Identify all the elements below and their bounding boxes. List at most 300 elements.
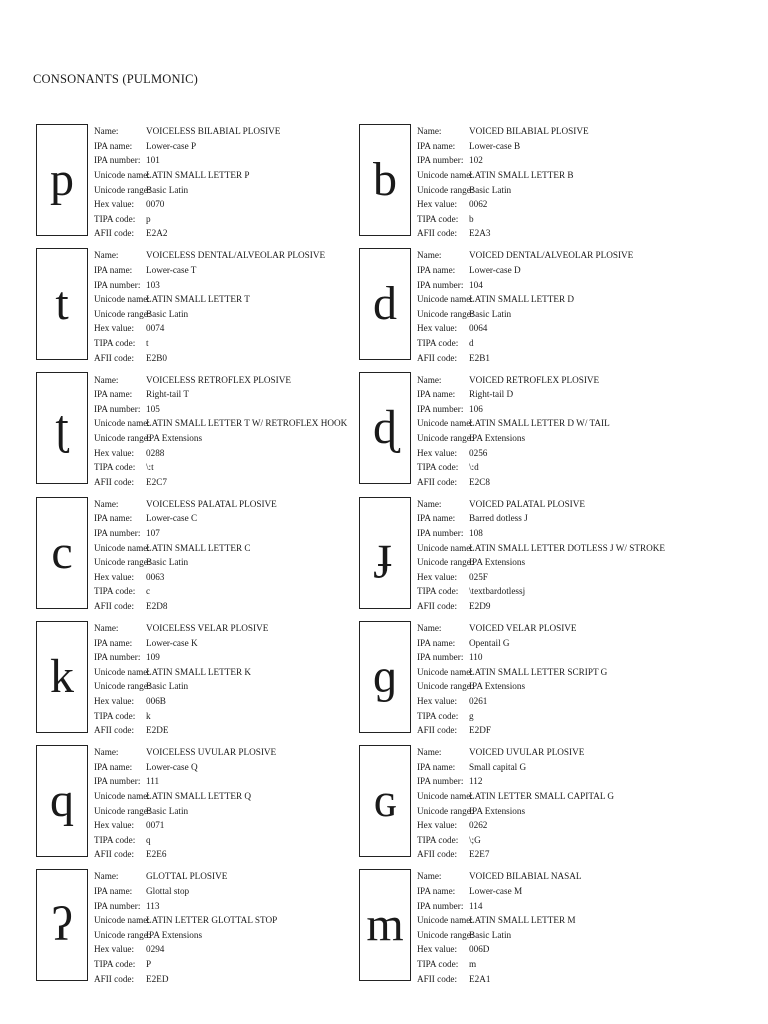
field-row-unicode-name (94, 416, 374, 431)
field-label: Hex value: (94, 944, 135, 955)
field-label: Hex value: (94, 447, 135, 458)
ipa-symbol-glyph: ʔ (36, 869, 88, 981)
field-value: p (146, 213, 151, 224)
symbol-entry (359, 497, 699, 613)
field-value: LATIN SMALL LETTER B (469, 170, 574, 181)
field-label: Unicode range: (94, 184, 151, 195)
field-row-ipa-name (94, 760, 374, 775)
symbol-entry (359, 124, 699, 240)
field-value: Lower-case C (146, 513, 198, 524)
field-row-hex-value (94, 321, 374, 336)
field-row-unicode-name (417, 789, 697, 804)
field-label: Name: (417, 623, 442, 634)
field-label: IPA number: (417, 279, 464, 290)
field-row-tipa-code (417, 957, 697, 972)
field-value: Barred dotless J (469, 513, 528, 524)
field-label: Unicode range: (417, 929, 474, 940)
field-label: Unicode name: (94, 915, 150, 926)
field-value: Lower-case D (469, 265, 521, 276)
field-label: Hex value: (94, 199, 135, 210)
field-row-unicode-range (94, 431, 374, 446)
field-label: Unicode range: (94, 681, 151, 692)
field-value: 108 (469, 528, 483, 539)
field-row-unicode-name (417, 540, 697, 555)
field-value: IPA Extensions (469, 681, 526, 692)
field-value: 107 (146, 528, 160, 539)
field-value: 0071 (146, 820, 165, 831)
field-label: TIPA code: (417, 959, 459, 970)
field-label: AFII code: (417, 725, 458, 736)
symbol-entry (359, 248, 699, 364)
field-value: VOICED UVULAR PLOSIVE (469, 747, 585, 758)
field-value: E2DF (469, 725, 491, 736)
field-label: AFII code: (417, 973, 458, 984)
field-value: Right-tail D (469, 389, 514, 400)
field-value: E2B0 (146, 352, 167, 363)
symbol-entry (36, 745, 376, 861)
field-row-unicode-range (94, 555, 374, 570)
field-row-ipa-number (417, 774, 697, 789)
field-row-name (94, 621, 374, 636)
field-row-name (417, 621, 697, 636)
field-label: AFII code: (94, 476, 135, 487)
field-label: AFII code: (417, 601, 458, 612)
field-row-hex-value (417, 197, 697, 212)
symbol-fields (94, 745, 374, 862)
field-row-unicode-range (417, 182, 697, 197)
field-row-afii-code (417, 599, 697, 614)
field-label: Name: (94, 250, 119, 261)
field-label: Unicode name: (94, 666, 150, 677)
field-value: IPA Extensions (146, 929, 203, 940)
field-value: c (146, 586, 151, 597)
field-row-tipa-code (94, 212, 374, 227)
field-row-ipa-name (94, 387, 374, 402)
field-row-tipa-code (94, 460, 374, 475)
field-label: Hex value: (417, 820, 458, 831)
field-row-unicode-name (417, 292, 697, 307)
symbol-entry (359, 372, 699, 488)
field-value: 113 (146, 900, 160, 911)
field-row-name (417, 372, 697, 387)
field-value: E2A3 (469, 228, 491, 239)
ipa-symbol-glyph: ɖ (359, 372, 411, 484)
field-row-ipa-number (417, 402, 697, 417)
field-value: 104 (469, 279, 483, 290)
field-value: Basic Latin (469, 184, 512, 195)
field-value: E2A1 (469, 973, 491, 984)
field-label: Unicode name: (417, 294, 473, 305)
field-value: Basic Latin (469, 929, 512, 940)
field-row-hex-value (94, 197, 374, 212)
field-label: TIPA code: (94, 338, 136, 349)
field-row-hex-value (417, 818, 697, 833)
field-row-ipa-number (417, 153, 697, 168)
field-label: IPA name: (94, 637, 133, 648)
field-row-unicode-name (417, 168, 697, 183)
field-label: TIPA code: (417, 213, 459, 224)
ipa-symbol-glyph: k (36, 621, 88, 733)
field-value: d (469, 338, 474, 349)
field-label: Unicode range: (417, 557, 474, 568)
symbol-entry (36, 621, 376, 737)
field-label: Unicode name: (417, 542, 473, 553)
field-row-unicode-range (417, 679, 697, 694)
field-label: Unicode name: (94, 170, 150, 181)
field-label: Name: (417, 250, 442, 261)
field-label: TIPA code: (417, 338, 459, 349)
field-row-hex-value (94, 942, 374, 957)
field-label: Hex value: (94, 696, 135, 707)
field-value: E2E7 (469, 849, 490, 860)
field-value: VOICELESS PALATAL PLOSIVE (146, 498, 277, 509)
field-value: E2A2 (146, 228, 168, 239)
field-label: Unicode name: (94, 791, 150, 802)
field-row-ipa-name (94, 511, 374, 526)
field-row-ipa-name (417, 635, 697, 650)
symbol-entry (36, 869, 376, 985)
field-label: Name: (417, 374, 442, 385)
field-label: AFII code: (94, 973, 135, 984)
field-label: IPA name: (94, 140, 133, 151)
field-value: LATIN SMALL LETTER K (146, 666, 252, 677)
field-label: IPA number: (417, 652, 464, 663)
field-value: LATIN SMALL LETTER P (146, 170, 250, 181)
field-label: Name: (417, 126, 442, 137)
ipa-symbol-glyph: b (359, 124, 411, 236)
field-row-ipa-name (417, 511, 697, 526)
field-value: 0256 (469, 447, 488, 458)
field-value: 0288 (146, 447, 165, 458)
field-label: IPA name: (417, 389, 456, 400)
field-row-tipa-code (94, 584, 374, 599)
symbol-fields (94, 497, 374, 614)
field-row-hex-value (417, 694, 697, 709)
field-row-tipa-code (94, 336, 374, 351)
field-row-name (94, 124, 374, 139)
field-value: LATIN SMALL LETTER M (469, 915, 576, 926)
field-label: Name: (94, 498, 119, 509)
field-row-unicode-name (94, 540, 374, 555)
field-row-name (94, 372, 374, 387)
field-label: Unicode range: (94, 929, 151, 940)
field-label: Unicode range: (94, 308, 151, 319)
field-row-ipa-name (417, 760, 697, 775)
field-value: Lower-case T (146, 265, 197, 276)
field-label: Name: (94, 374, 119, 385)
field-label: AFII code: (417, 352, 458, 363)
field-label: Unicode name: (417, 170, 473, 181)
field-value: 106 (469, 403, 483, 414)
field-label: IPA name: (417, 886, 456, 897)
field-label: Unicode name: (417, 418, 473, 429)
field-value: E2E6 (146, 849, 167, 860)
field-row-hex-value (417, 321, 697, 336)
field-row-name (417, 869, 697, 884)
field-label: Hex value: (94, 571, 135, 582)
symbol-fields (417, 869, 697, 986)
field-row-unicode-name (94, 168, 374, 183)
field-row-ipa-name (417, 884, 697, 899)
field-value: VOICELESS UVULAR PLOSIVE (146, 747, 277, 758)
field-row-afii-code (94, 599, 374, 614)
field-label: TIPA code: (94, 213, 136, 224)
field-row-name (417, 248, 697, 263)
field-row-tipa-code (94, 833, 374, 848)
field-value: LATIN LETTER GLOTTAL STOP (146, 915, 278, 926)
field-label: AFII code: (94, 849, 135, 860)
field-value: LATIN SMALL LETTER SCRIPT G (469, 666, 608, 677)
field-label: Name: (417, 747, 442, 758)
symbol-entry (359, 745, 699, 861)
field-value: Basic Latin (146, 681, 189, 692)
field-row-ipa-number (94, 153, 374, 168)
field-row-name (94, 248, 374, 263)
field-label: IPA name: (417, 140, 456, 151)
field-value: P (146, 959, 152, 970)
field-value: 102 (469, 155, 483, 166)
field-row-unicode-name (94, 665, 374, 680)
field-label: Unicode range: (94, 805, 151, 816)
symbol-fields (94, 621, 374, 738)
field-label: Name: (417, 498, 442, 509)
field-row-unicode-range (94, 928, 374, 943)
field-value: E2DE (146, 725, 169, 736)
field-row-tipa-code (417, 212, 697, 227)
field-label: TIPA code: (417, 462, 459, 473)
field-label: IPA number: (94, 776, 141, 787)
field-row-ipa-number (94, 774, 374, 789)
field-row-hex-value (417, 942, 697, 957)
field-value: VOICED VELAR PLOSIVE (469, 623, 577, 634)
field-row-ipa-number (94, 277, 374, 292)
field-row-hex-value (94, 570, 374, 585)
field-label: IPA number: (94, 528, 141, 539)
field-row-name (94, 869, 374, 884)
field-value: IPA Extensions (469, 805, 526, 816)
field-value: 110 (469, 652, 483, 663)
field-label: IPA name: (94, 265, 133, 276)
symbol-entry (36, 497, 376, 613)
field-value: 0063 (146, 571, 165, 582)
field-value: 109 (146, 652, 160, 663)
field-value: 006B (146, 696, 166, 707)
field-value: Lower-case P (146, 140, 197, 151)
field-value: E2D8 (146, 601, 168, 612)
field-value: Lower-case K (146, 637, 198, 648)
field-value: 114 (469, 900, 483, 911)
field-row-afii-code (94, 723, 374, 738)
field-value: 025F (469, 571, 488, 582)
ipa-symbol-glyph: ʈ (36, 372, 88, 484)
field-value: 112 (469, 776, 483, 787)
ipa-symbol-glyph: d (359, 248, 411, 360)
field-value: 0261 (469, 696, 488, 707)
field-label: IPA number: (417, 403, 464, 414)
symbol-fields (417, 497, 697, 614)
field-value: q (146, 834, 151, 845)
field-label: Hex value: (417, 323, 458, 334)
field-value: VOICELESS DENTAL/ALVEOLAR PLOSIVE (146, 250, 326, 261)
field-row-name (417, 497, 697, 512)
field-label: AFII code: (94, 725, 135, 736)
field-row-unicode-name (417, 416, 697, 431)
field-value: VOICELESS VELAR PLOSIVE (146, 623, 269, 634)
field-label: IPA name: (94, 389, 133, 400)
field-label: TIPA code: (94, 959, 136, 970)
symbol-fields (94, 372, 374, 489)
field-row-tipa-code (417, 833, 697, 848)
field-value: E2ED (146, 973, 169, 984)
field-label: Unicode name: (94, 542, 150, 553)
field-row-name (94, 745, 374, 760)
field-label: TIPA code: (94, 586, 136, 597)
field-label: AFII code: (417, 228, 458, 239)
field-row-afii-code (417, 350, 697, 365)
field-value: \textbardotlessj (469, 586, 526, 597)
field-row-afii-code (94, 475, 374, 490)
field-row-ipa-name (94, 635, 374, 650)
field-label: Hex value: (94, 820, 135, 831)
field-label: Hex value: (417, 696, 458, 707)
symbol-fields (417, 248, 697, 365)
field-value: Lower-case B (469, 140, 521, 151)
field-label: IPA name: (94, 886, 133, 897)
field-label: AFII code: (417, 476, 458, 487)
field-value: Opentail G (469, 637, 510, 648)
field-row-name (94, 497, 374, 512)
field-label: TIPA code: (417, 586, 459, 597)
field-value: Basic Latin (146, 184, 189, 195)
field-label: Unicode range: (417, 433, 474, 444)
field-row-ipa-number (417, 898, 697, 913)
field-label: Name: (94, 126, 119, 137)
field-label: IPA number: (94, 652, 141, 663)
field-value: k (146, 710, 151, 721)
field-row-name (417, 745, 697, 760)
symbol-fields (417, 621, 697, 738)
field-row-unicode-name (417, 913, 697, 928)
field-label: Hex value: (94, 323, 135, 334)
field-value: Basic Latin (146, 805, 189, 816)
field-value: 105 (146, 403, 160, 414)
field-value: Basic Latin (469, 308, 512, 319)
field-label: IPA name: (94, 513, 133, 524)
field-row-hex-value (94, 445, 374, 460)
field-label: Unicode range: (417, 805, 474, 816)
field-row-ipa-name (94, 263, 374, 278)
ipa-symbol-glyph: ɡ (359, 621, 411, 733)
field-value: 101 (146, 155, 160, 166)
field-value: g (469, 710, 474, 721)
field-label: Hex value: (417, 447, 458, 458)
field-row-hex-value (94, 818, 374, 833)
field-label: TIPA code: (94, 834, 136, 845)
field-row-afii-code (417, 971, 697, 986)
field-label: IPA number: (417, 776, 464, 787)
field-value: Glottal stop (146, 886, 190, 897)
field-row-unicode-range (94, 679, 374, 694)
field-row-ipa-number (417, 526, 697, 541)
field-value: LATIN SMALL LETTER D (469, 294, 575, 305)
page-title: CONSONANTS (PULMONIC) (33, 72, 198, 86)
field-row-tipa-code (417, 708, 697, 723)
field-label: TIPA code: (94, 462, 136, 473)
field-row-unicode-range (94, 307, 374, 322)
field-value: IPA Extensions (146, 433, 203, 444)
symbol-entry (359, 869, 699, 985)
field-row-unicode-name (94, 789, 374, 804)
field-label: AFII code: (94, 352, 135, 363)
field-value: LATIN SMALL LETTER T (146, 294, 250, 305)
field-label: IPA number: (94, 403, 141, 414)
field-label: Unicode name: (417, 666, 473, 677)
field-label: Hex value: (417, 944, 458, 955)
field-label: Hex value: (417, 199, 458, 210)
field-row-tipa-code (94, 708, 374, 723)
field-label: TIPA code: (94, 710, 136, 721)
field-value: 006D (469, 944, 490, 955)
field-label: Name: (94, 747, 119, 758)
field-label: Unicode name: (417, 915, 473, 926)
field-value: \:t (146, 462, 154, 473)
field-row-afii-code (417, 226, 697, 241)
field-label: IPA name: (417, 637, 456, 648)
field-row-ipa-number (94, 526, 374, 541)
field-value: 0294 (146, 944, 165, 955)
field-label: IPA name: (94, 761, 133, 772)
field-row-ipa-number (94, 650, 374, 665)
symbol-entry (36, 124, 376, 240)
ipa-symbol-glyph: p (36, 124, 88, 236)
field-value: VOICED PALATAL PLOSIVE (469, 498, 585, 509)
ipa-symbol-glyph: q (36, 745, 88, 857)
field-label: Unicode name: (94, 294, 150, 305)
field-row-unicode-range (417, 928, 697, 943)
field-label: IPA number: (94, 155, 141, 166)
field-label: IPA number: (94, 900, 141, 911)
field-label: Name: (417, 871, 442, 882)
field-row-unicode-range (417, 555, 697, 570)
field-label: TIPA code: (417, 710, 459, 721)
field-label: Unicode name: (94, 418, 150, 429)
field-row-afii-code (417, 847, 697, 862)
symbol-entry (359, 621, 699, 737)
field-value: b (469, 213, 474, 224)
field-row-afii-code (417, 723, 697, 738)
symbol-entry (36, 372, 376, 488)
field-value: 0070 (146, 199, 165, 210)
symbol-fields (417, 124, 697, 241)
field-value: LATIN LETTER SMALL CAPITAL G (469, 791, 615, 802)
field-value: LATIN SMALL LETTER T W/ RETROFLEX HOOK (146, 418, 348, 429)
ipa-symbol-glyph: m (359, 869, 411, 981)
field-row-ipa-name (417, 263, 697, 278)
field-label: IPA number: (417, 155, 464, 166)
field-label: IPA number: (94, 279, 141, 290)
field-value: Basic Latin (146, 557, 189, 568)
field-row-ipa-number (417, 650, 697, 665)
field-row-afii-code (94, 847, 374, 862)
field-value: 103 (146, 279, 160, 290)
symbol-fields (94, 124, 374, 241)
field-row-unicode-range (417, 803, 697, 818)
field-value: Lower-case Q (146, 761, 198, 772)
field-label: Unicode name: (417, 791, 473, 802)
symbol-entry (36, 248, 376, 364)
field-value: E2C7 (146, 476, 167, 487)
field-label: Hex value: (417, 571, 458, 582)
